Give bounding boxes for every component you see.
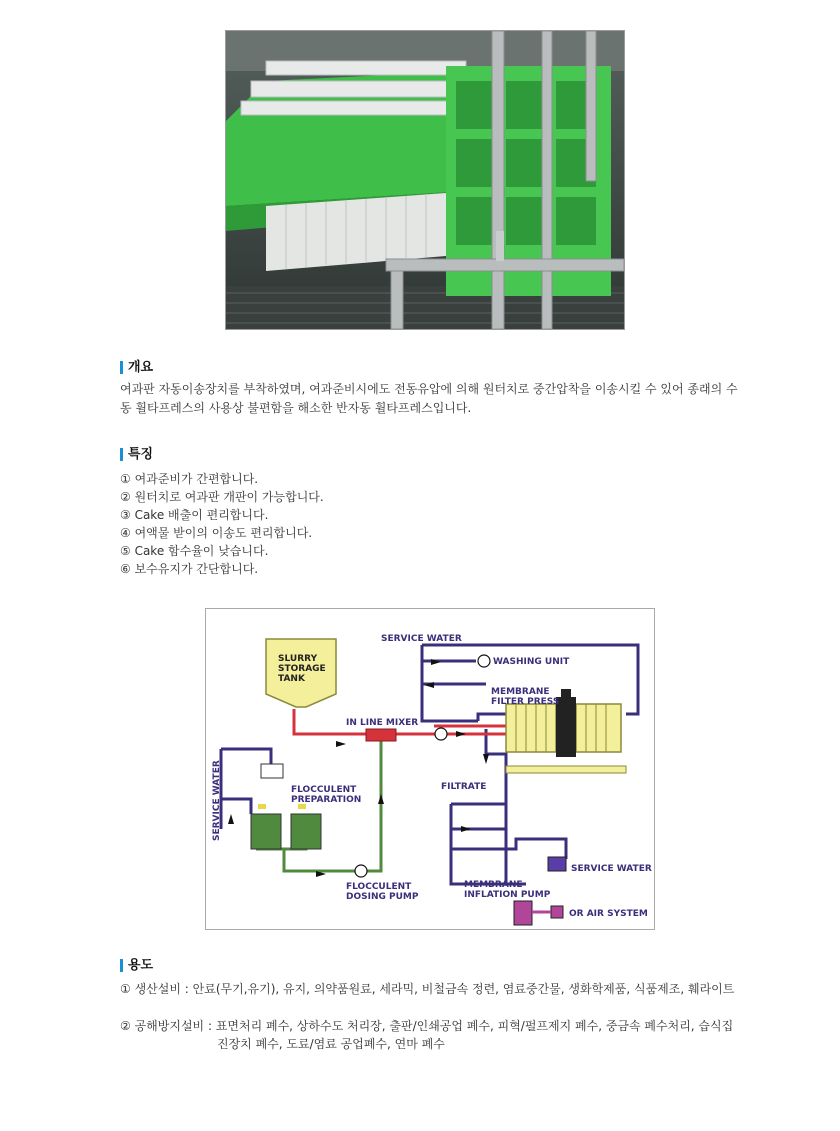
usage-item-1 bbox=[120, 980, 734, 998]
label-flocculent-prep-l1: FLOCCULENT bbox=[291, 785, 357, 795]
label-in-line-mixer: IN LINE MIXER bbox=[346, 718, 419, 728]
list-item: ① 여과준비가 간편합니다. bbox=[120, 472, 259, 486]
list-item: ④ 여액물 받이의 이송도 편리합니다. bbox=[120, 526, 313, 540]
process-diagram bbox=[205, 608, 655, 930]
label-service-water-right: SERVICE WATER bbox=[571, 864, 652, 874]
process-flow-svg bbox=[206, 609, 654, 929]
label-slurry-l1: SLURRY bbox=[278, 654, 318, 664]
label-or-air-system: OR AIR SYSTEM bbox=[569, 909, 648, 919]
overview-line-2: 동 휠타프레스의 사용상 불편함을 해소한 반자동 휠타프레스입니다. bbox=[120, 401, 472, 415]
label-membrane-l1: MEMBRANE bbox=[491, 687, 550, 697]
usage-item-2-text-line-1: 표면처리 폐수, 상하수도 처리장, 출판/인쇄공업 폐수, 피혁/펄프제지 폐수, 중금속 폐수처리, 습식집 bbox=[215, 1019, 734, 1033]
overview-title: 개요 bbox=[120, 360, 153, 375]
label-filtrate: FILTRATE bbox=[441, 782, 487, 792]
overview-line-1: 여과판 자동이송장치를 부착하였며, 여과준비시에도 전동유압에 의해 원터치로 중간압착을 이송시킬 수 있어 종래의 수 bbox=[120, 382, 738, 396]
label-service-water-left: SERVICE WATER bbox=[212, 760, 222, 841]
overview-text bbox=[120, 380, 745, 418]
label-membrane-inflation-l2: INFLATION PUMP bbox=[464, 890, 551, 900]
label-slurry-l2: STORAGE bbox=[278, 664, 326, 674]
label-slurry-l3: TANK bbox=[278, 674, 305, 684]
label-service-water-top: SERVICE WATER bbox=[381, 634, 462, 644]
label-membrane-inflation-l1: MEMBRANE bbox=[464, 880, 523, 890]
label-flocculent-dosing-l2: DOSING PUMP bbox=[346, 892, 419, 902]
filter-press-photo bbox=[225, 30, 625, 330]
usage-item-2-label: ② 공해방지설비 : bbox=[120, 1019, 212, 1033]
feature-list bbox=[120, 470, 324, 578]
label-membrane-l2: FILTER PRESS bbox=[491, 697, 560, 707]
list-item: ⑥ 보수유지가 간단합니다. bbox=[120, 562, 259, 576]
usage-item-2 bbox=[120, 1017, 734, 1051]
usage-item-2-text-line-2: 진장치 폐수, 도료/염료 공업폐수, 연마 폐수 bbox=[217, 1037, 445, 1051]
features-title: 특징 bbox=[120, 447, 153, 462]
label-flocculent-prep-l2: PREPARATION bbox=[291, 795, 362, 805]
label-flocculent-dosing-l1: FLOCCULENT bbox=[346, 882, 412, 892]
list-item: ⑤ Cake 함수율이 낮습니다. bbox=[120, 544, 269, 558]
list-item: ③ Cake 배출이 편리합니다. bbox=[120, 508, 269, 522]
usage-item-1-label: ① 생산설비 : bbox=[120, 982, 189, 996]
usage-title: 용도 bbox=[120, 958, 153, 973]
usage-item-1-text: 안료(무기,유기), 유지, 의약품원료, 세라믹, 비철금속 정련, 염료중간물, 생화학제품, 식품제조, 훼라이트 bbox=[192, 982, 735, 996]
label-washing-unit: WASHING UNIT bbox=[493, 657, 570, 667]
list-item: ② 원터치로 여과판 개판이 가능합니다. bbox=[120, 490, 324, 504]
filter-press-illustration bbox=[226, 31, 624, 329]
